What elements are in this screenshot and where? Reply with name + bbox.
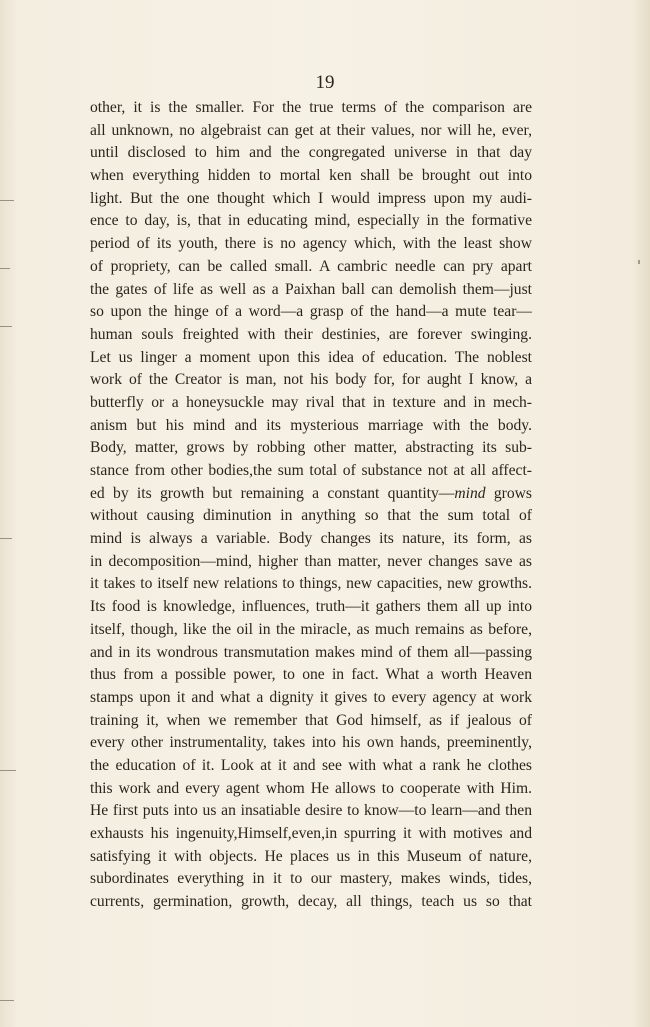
text-line: this work and every agent whom He allows to cooperate with Him. [90,779,532,797]
text-line: other, it is the smaller. For the true terms of the comparison are [90,99,532,116]
text-line: so upon the hinge of a word—a grasp of the hand—a mute tear— [90,303,532,321]
text-line: currents, germination, growth, decay, all things, teach us so that [90,893,532,911]
text-line: it takes to itself new relations to things, new capacities, new growths. [90,575,532,593]
text-line: Its food is knowledge, influences, truth—it gathers them all up into [90,598,532,616]
text-line: light. But the one thought which I would impress upon my audi- [90,189,532,207]
text-line: stamps upon it and what a dignity it gives to every agency at work [90,688,532,706]
text-line: without causing diminution in anything so that the sum total of [90,507,532,525]
text-line: the education of it. Look at it and see with what a rank he clothes [90,756,532,774]
text-line: all unknown, no algebraist can get at their values, nor will he, ever, [90,121,532,139]
text-line: anism but his mind and its mysterious marriage with the body. [90,416,532,434]
margin-mark [0,1000,14,1001]
page-number: 19 [315,72,335,93]
text-line: work of the Creator is man, not his body for, for aught I know, a [90,371,532,389]
text-line: until disclosed to him and the congregated universe in that day [90,144,532,162]
text-line: of propriety, can be called small. A cambric needle can pry apart [90,257,532,275]
text-line: stance from other bodies,the sum total of substance not at all affect- [90,462,532,479]
text-line: in decomposition—mind, higher than matter, never changes save as [90,552,532,570]
text-line: He first puts into us an insatiable desire to know—to learn—and then [90,802,532,820]
margin-mark [638,260,640,264]
margin-mark [0,326,12,327]
text-line: thus from a possible power, to one in fact. What a worth Heaven [90,666,532,684]
text-line: exhausts his ingenuity,Himself,even,in spurring it with motives and [90,825,532,842]
body-text [90,97,532,914]
margin-mark [0,200,14,201]
text-line: period of its youth, there is no agency which, with the least show [90,235,532,253]
text-line: Body, matter, grows by robbing other matter, abstracting its sub- [90,439,532,457]
text-line: butterfly or a honeysuckle may rival that in texture and in mech- [90,393,532,411]
text-line: ence to day, is, that in educating mind, especially in the formative [90,212,532,230]
text-line: training it, when we remember that God himself, as if jealous of [90,711,532,729]
text-line: when everything hidden to mortal ken shall be brought out into [90,167,532,185]
text-line: ed by its growth but remaining a constant quantity—mind grows [90,484,532,502]
margin-mark [0,268,10,269]
margin-mark [0,770,16,771]
text-line: satisfying it with objects. He places us in this Museum of nature, [90,847,532,865]
text-line: mind is always a variable. Body changes its nature, its form, as [90,530,532,548]
text-line: the gates of life as well as a Paixhan ball can demolish them—just [90,280,532,298]
text-line: itself, though, like the oil in the miracle, as much remains as before, [90,620,532,638]
text-line: Let us linger a moment upon this idea of education. The noblest [90,348,532,366]
text-line: and in its wondrous transmutation makes mind of them all—passing [90,643,532,661]
text-line: human souls freighted with their destinies, are forever swinging. [90,325,532,343]
text-line: every other instrumentality, takes into his own hands, preeminently, [90,734,532,752]
margin-mark [0,538,12,539]
text-line: subordinates everything in it to our mastery, makes winds, tides, [90,870,532,888]
